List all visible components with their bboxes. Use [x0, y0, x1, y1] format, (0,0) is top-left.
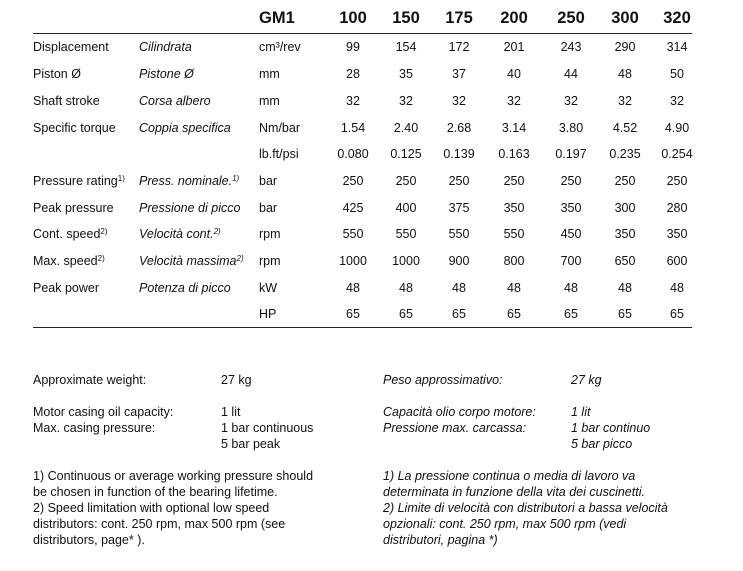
table-cell: 400 — [395, 201, 417, 215]
row-label-en-text: Piston Ø — [33, 67, 81, 81]
table-cell: 0.235 — [609, 147, 641, 161]
table-cell: 1000 — [392, 254, 420, 268]
table-cell: 600 — [666, 254, 688, 268]
row-label-it — [139, 121, 231, 135]
table-cell: 800 — [503, 254, 525, 268]
model-header: 300 — [611, 9, 639, 27]
table-cell: 32 — [346, 94, 360, 108]
note-en-line: distributors, page* ). — [33, 533, 145, 547]
oil-label-en: Motor casing oil capacity: — [33, 405, 174, 419]
table-cell: 550 — [448, 227, 470, 241]
table-cell: 32 — [670, 94, 684, 108]
table-cell: 250 — [342, 174, 364, 188]
table-cell: 48 — [564, 281, 578, 295]
row-label-en-text: Max. speed — [33, 254, 98, 268]
row-label-it — [139, 201, 240, 215]
row-label-en — [33, 67, 81, 81]
table-cell: 375 — [448, 201, 470, 215]
row-label-en — [33, 121, 116, 135]
row-label-it-text: Pressione di picco — [139, 201, 241, 215]
table-cell: 48 — [618, 281, 632, 295]
row-unit: mm — [259, 67, 280, 81]
table-cell: 314 — [666, 40, 688, 54]
table-cell: 250 — [560, 174, 582, 188]
table-cell: 0.254 — [661, 147, 693, 161]
row-label-it — [139, 227, 221, 241]
casing-pressure-value-en-1: 1 bar continuous — [221, 421, 314, 435]
table-cell: 48 — [670, 281, 684, 295]
weight-label-it: Peso approssimativo: — [383, 373, 503, 387]
casing-pressure-value-it-1: 1 bar continuo — [571, 421, 651, 435]
table-cell: 550 — [503, 227, 525, 241]
table-cell: 48 — [346, 281, 360, 295]
note-it-line: 2) Limite di velocità con distributori a bassa velocità — [383, 501, 668, 515]
table-cell: 32 — [507, 94, 521, 108]
row-label-en-text: Shaft stroke — [33, 94, 100, 108]
table-bottom-rule — [33, 327, 692, 328]
footnote-marker: 1) — [232, 174, 240, 183]
row-label-en-text: Specific torque — [33, 121, 116, 135]
table-cell: 350 — [503, 201, 525, 215]
row-label-en — [33, 40, 109, 54]
table-cell: 350 — [614, 227, 636, 241]
table-cell: 280 — [666, 201, 688, 215]
row-unit: lb.ft/psi — [259, 147, 299, 161]
footnote-marker: 2) — [213, 227, 221, 236]
table-cell: 32 — [618, 94, 632, 108]
table-cell: 28 — [346, 67, 360, 81]
note-en-line: be chosen in function of the bearing lifetime. — [33, 485, 278, 499]
table-cell: 4.52 — [612, 121, 638, 135]
model-header: 250 — [557, 9, 585, 27]
table-cell: 3.80 — [558, 121, 584, 135]
table-cell: 4.90 — [664, 121, 690, 135]
table-cell: 243 — [560, 40, 582, 54]
row-label-it-text: Velocità cont. — [139, 227, 214, 241]
table-cell: 1000 — [339, 254, 367, 268]
table-top-rule — [33, 33, 692, 34]
table-cell: 2.40 — [393, 121, 419, 135]
table-cell: 250 — [666, 174, 688, 188]
row-label-en — [33, 174, 125, 188]
table-cell: 425 — [342, 201, 364, 215]
note-en-line: 2) Speed limitation with optional low speed — [33, 501, 270, 515]
table-cell: 290 — [614, 40, 636, 54]
table-cell: 0.197 — [555, 147, 587, 161]
oil-label-it: Capacità olio corpo motore: — [383, 405, 536, 419]
row-unit: Nm/bar — [259, 121, 300, 135]
table-cell: 99 — [346, 40, 360, 54]
row-unit: bar — [259, 174, 278, 188]
row-label-en — [33, 227, 108, 241]
table-cell: 32 — [399, 94, 413, 108]
note-en-line: 1) Continuous or average working pressure should — [33, 469, 314, 483]
series-header: GM1 — [259, 9, 295, 27]
casing-pressure-label-it: Pressione max. carcassa: — [383, 421, 527, 435]
footnote-marker: 1) — [117, 174, 125, 183]
casing-pressure-label-en: Max. casing pressure: — [33, 421, 156, 435]
table-cell: 172 — [448, 40, 470, 54]
model-header: 100 — [339, 9, 367, 27]
note-it-line: determinata in funzione della vita dei cuscinetti. — [383, 485, 645, 499]
oil-value-it: 1 lit — [571, 405, 591, 419]
model-header: 200 — [500, 9, 528, 27]
table-cell: 48 — [618, 67, 632, 81]
table-cell: 65 — [399, 307, 413, 321]
table-cell: 40 — [507, 67, 521, 81]
table-cell: 0.080 — [337, 147, 369, 161]
row-unit: kW — [259, 281, 278, 295]
row-unit: bar — [259, 201, 278, 215]
row-label-it-text: Coppia specifica — [139, 121, 231, 135]
table-cell: 650 — [614, 254, 636, 268]
footnote-marker: 2) — [236, 254, 244, 263]
model-header: 175 — [445, 9, 473, 27]
row-label-it-text: Corsa albero — [139, 94, 211, 108]
row-label-en-text: Peak pressure — [33, 201, 114, 215]
table-cell: 2.68 — [446, 121, 472, 135]
table-cell: 48 — [507, 281, 521, 295]
table-cell: 65 — [507, 307, 521, 321]
row-label-en — [33, 281, 99, 295]
oil-value-en: 1 lit — [221, 405, 241, 419]
table-cell: 35 — [399, 67, 413, 81]
table-cell: 154 — [395, 40, 417, 54]
table-cell: 1.54 — [340, 121, 366, 135]
table-cell: 550 — [342, 227, 364, 241]
table-cell: 900 — [448, 254, 470, 268]
table-cell: 250 — [503, 174, 525, 188]
row-label-en — [33, 201, 114, 215]
table-cell: 450 — [560, 227, 582, 241]
table-cell: 550 — [395, 227, 417, 241]
table-cell: 37 — [452, 67, 466, 81]
row-label-it-text: Pistone Ø — [139, 67, 194, 81]
row-label-en-text: Displacement — [33, 40, 109, 54]
row-label-en — [33, 254, 105, 268]
table-cell: 48 — [452, 281, 466, 295]
row-label-it — [139, 67, 194, 81]
table-cell: 50 — [670, 67, 684, 81]
table-cell: 250 — [614, 174, 636, 188]
row-label-it — [139, 254, 244, 268]
note-it-line: opzionali: cont. 250 rpm, max 500 rpm (vedi — [383, 517, 627, 531]
footnote-marker: 2) — [100, 227, 108, 236]
row-label-en-text: Cont. speed — [33, 227, 101, 241]
row-label-it-text: Potenza di picco — [139, 281, 231, 295]
row-label-en-text: Pressure rating — [33, 174, 118, 188]
table-cell: 32 — [564, 94, 578, 108]
row-label-it-text: Press. nominale. — [139, 174, 233, 188]
row-label-it — [139, 174, 239, 188]
table-cell: 65 — [452, 307, 466, 321]
model-header: 320 — [663, 9, 691, 27]
table-cell: 44 — [564, 67, 578, 81]
table-cell: 250 — [395, 174, 417, 188]
weight-label-en: Approximate weight: — [33, 373, 147, 387]
row-unit: cm³/rev — [259, 40, 301, 54]
table-cell: 65 — [346, 307, 360, 321]
footnote-marker: 2) — [97, 254, 105, 263]
table-cell: 65 — [564, 307, 578, 321]
table-cell: 201 — [503, 40, 525, 54]
note-it-line: 1) La pressione continua o media di lavoro va — [383, 469, 636, 483]
row-unit: mm — [259, 94, 280, 108]
row-label-it-text: Velocità massima — [139, 254, 237, 268]
casing-pressure-value-it-2: 5 bar picco — [571, 437, 633, 451]
row-label-it-text: Cilindrata — [139, 40, 192, 54]
table-cell: 0.139 — [443, 147, 475, 161]
table-cell: 3.14 — [501, 121, 527, 135]
table-cell: 65 — [670, 307, 684, 321]
table-cell: 48 — [399, 281, 413, 295]
row-label-en-text: Peak power — [33, 281, 100, 295]
table-cell: 350 — [560, 201, 582, 215]
row-label-it — [139, 281, 231, 295]
row-unit: rpm — [259, 254, 281, 268]
row-label-it — [139, 40, 192, 54]
table-cell: 0.163 — [498, 147, 530, 161]
table-cell: 0.125 — [390, 147, 422, 161]
note-en-line: distributors: cont. 250 rpm, max 500 rpm (see — [33, 517, 286, 531]
row-unit: rpm — [259, 227, 281, 241]
table-cell: 32 — [452, 94, 466, 108]
row-label-it — [139, 94, 211, 108]
note-it-line: distributori, pagina *) — [383, 533, 498, 547]
weight-value-en: 27 kg — [221, 373, 252, 387]
table-cell: 300 — [614, 201, 636, 215]
table-cell: 700 — [560, 254, 582, 268]
table-cell: 65 — [618, 307, 632, 321]
table-cell: 250 — [448, 174, 470, 188]
table-cell: 350 — [666, 227, 688, 241]
row-unit: HP — [259, 307, 277, 321]
weight-value-it: 27 kg — [571, 373, 602, 387]
model-header: 150 — [392, 9, 420, 27]
casing-pressure-value-en-2: 5 bar peak — [221, 437, 281, 451]
row-label-en — [33, 94, 100, 108]
